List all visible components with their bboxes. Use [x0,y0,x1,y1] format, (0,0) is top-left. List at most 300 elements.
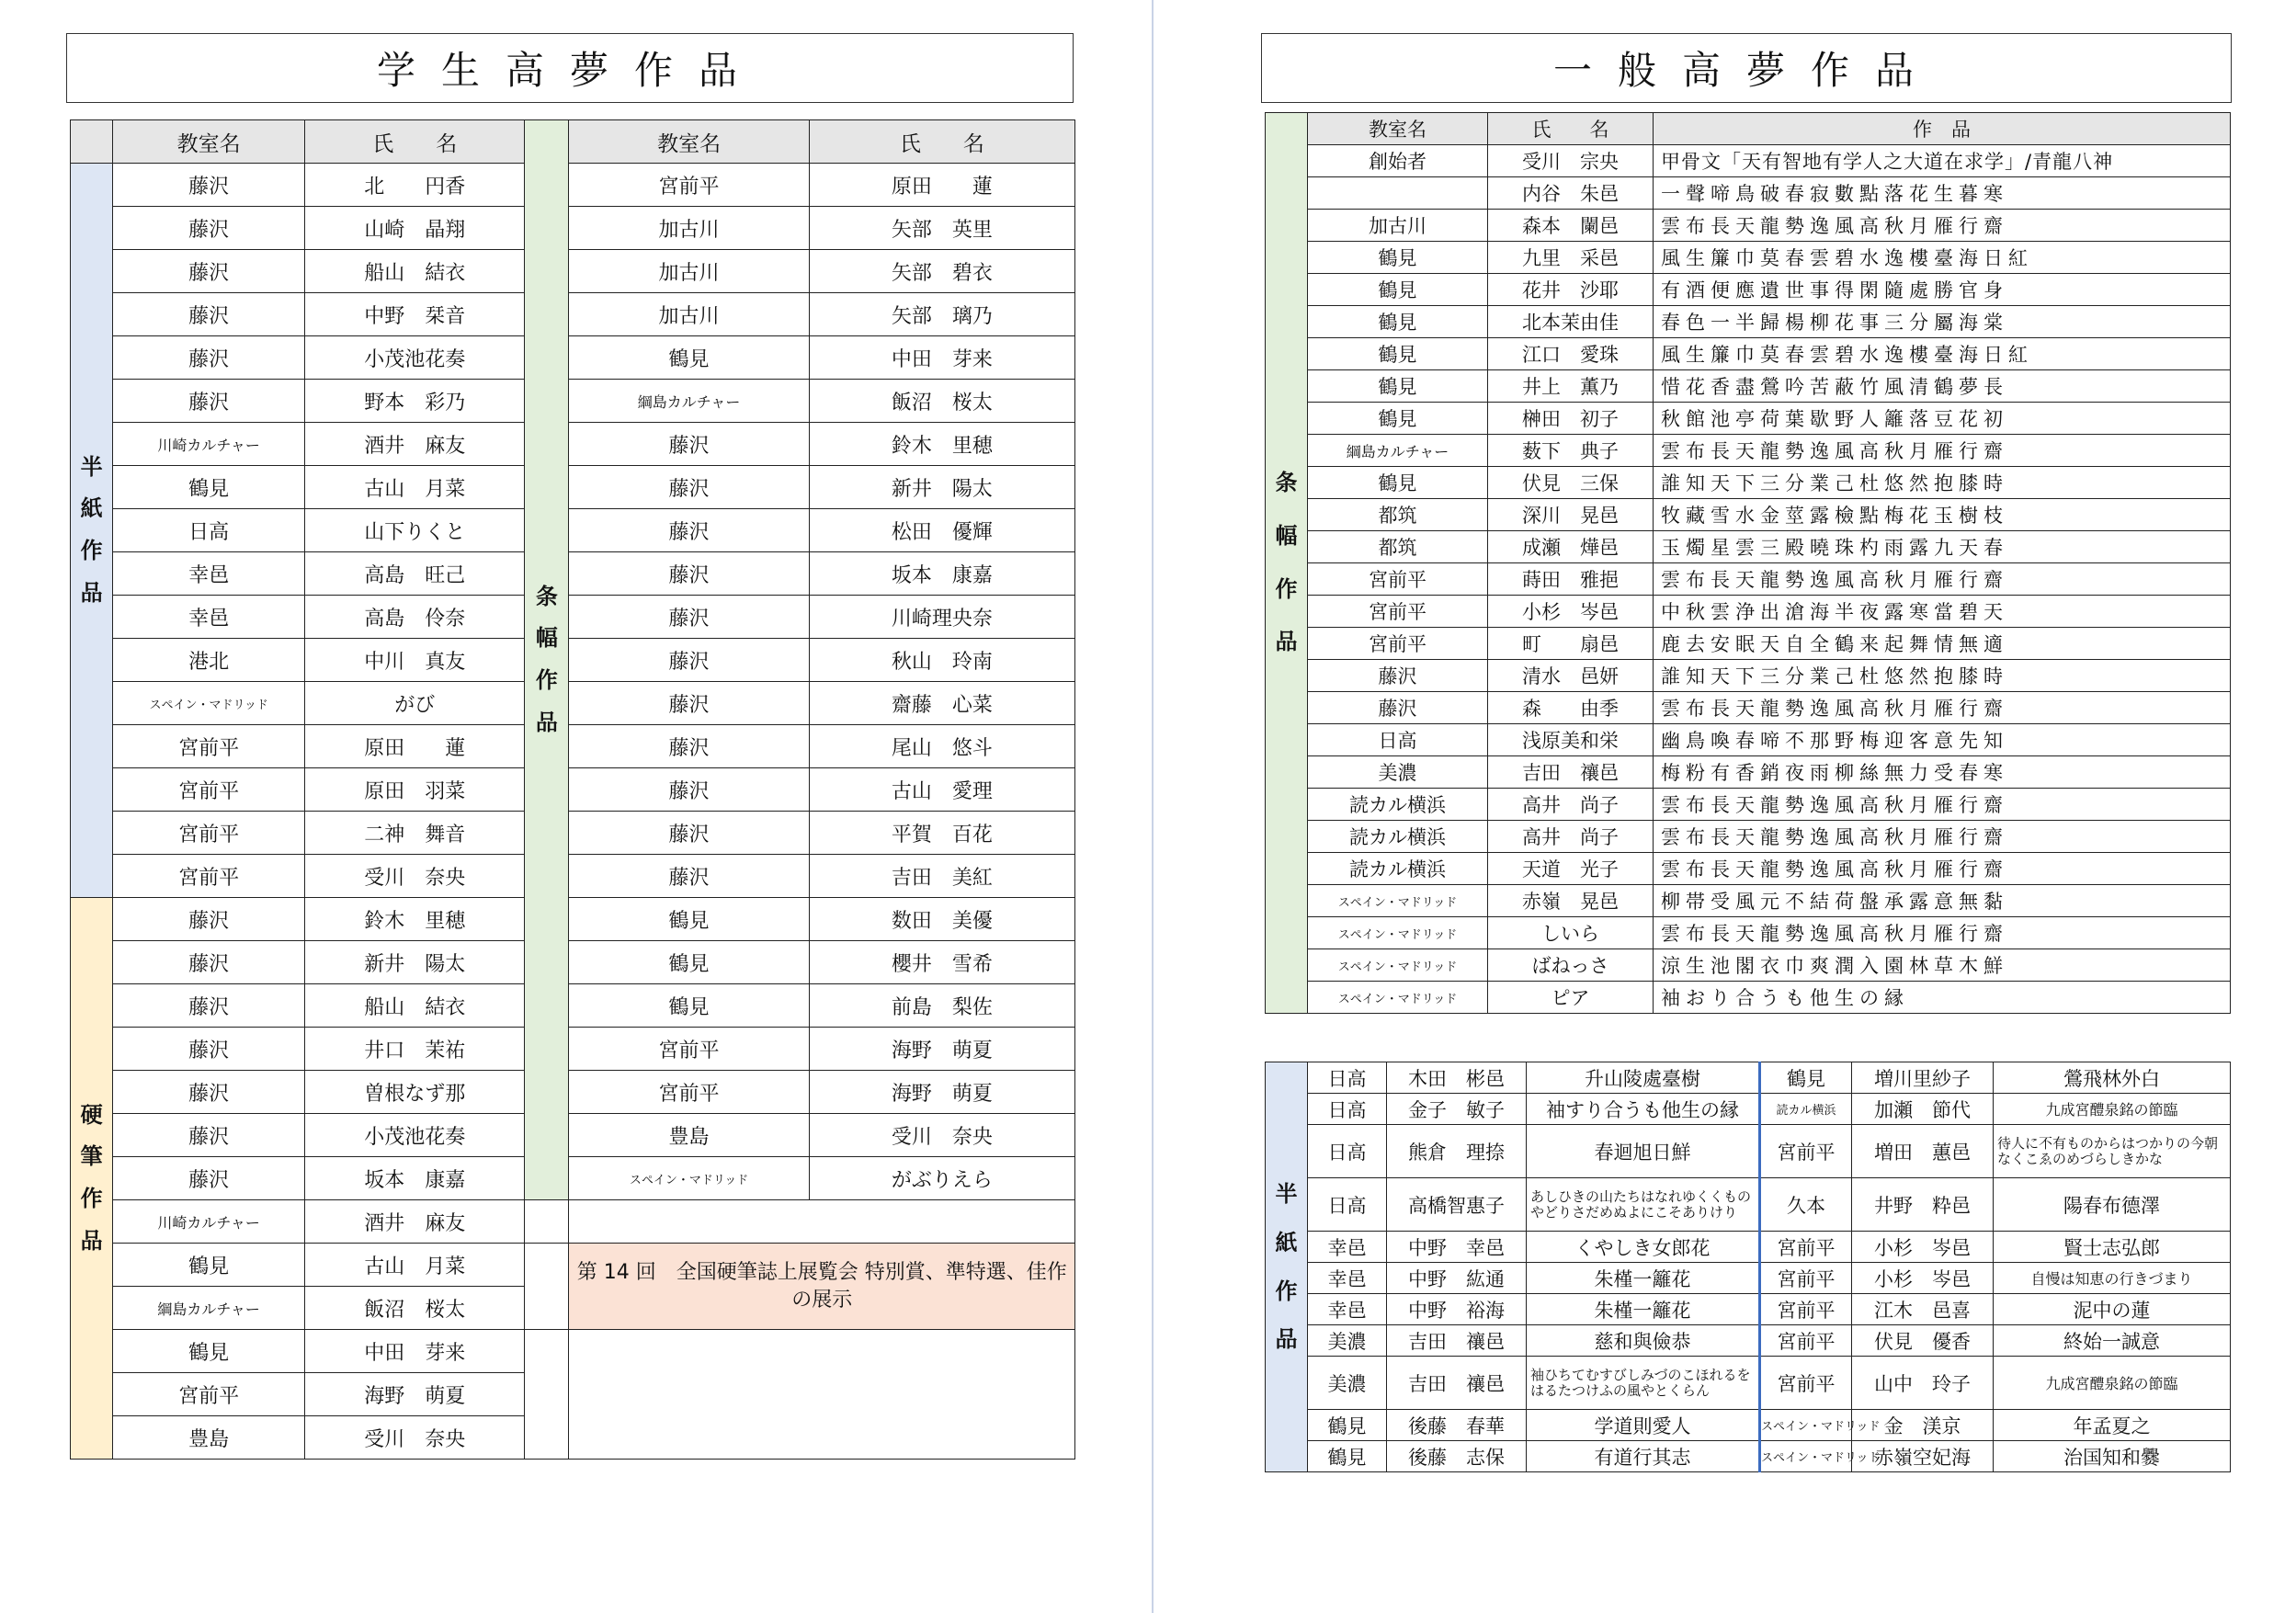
classroom-cell: 藤沢 [113,380,305,423]
work-cell: 雲布長天龍勢逸風高秋月雁行齋 [1654,210,2231,242]
name-cell: 高井 尚子 [1488,821,1654,853]
name-cell: 町 扇邑 [1488,628,1654,660]
name-cell: 小杉 岑邑 [1488,596,1654,628]
name-cell: 古山 月菜 [305,466,525,509]
work-cell: 秋館池亭荷葉歇野人籬落豆花初 [1654,403,2231,435]
name-cell: 赤嶺空妃海 [1852,1441,1994,1472]
general-hanshi-table [1265,1062,2231,1472]
table-row [71,596,1075,639]
name-cell: 井野 粋邑 [1852,1178,1994,1232]
name-cell: 中野 幸邑 [1387,1232,1527,1263]
classroom-cell: 鶴見 [1308,242,1488,274]
header-name: 氏 名 [809,120,1074,164]
table-row [71,898,1075,941]
classroom-cell: スペイン・マドリッド [1308,949,1488,982]
table-row [1266,789,2231,821]
name-cell: 新井 陽太 [809,466,1074,509]
section-jofuku: 条 幅 作 品 [525,120,569,1200]
classroom-cell: 藤沢 [113,941,305,984]
classroom-cell: 日高 [1308,724,1488,756]
classroom-cell: 藤沢 [113,164,305,207]
name-cell: がび [305,682,525,725]
name-cell: 海野 萌夏 [809,1071,1074,1114]
name-cell: 高井 尚子 [1488,789,1654,821]
work-cell: 鹿去安眠天自全鶴来起舞情無適 [1654,628,2231,660]
table-row [1266,338,2231,370]
classroom-cell: 藤沢 [1308,660,1488,692]
name-cell: 高島 伶奈 [305,596,525,639]
table-row [71,1330,1075,1373]
table-row [1266,1357,2231,1410]
classroom-cell: 読カル横浜 [1308,821,1488,853]
classroom-cell: 藤沢 [113,1157,305,1200]
classroom-cell: 鶴見 [1308,1441,1387,1472]
classroom-cell: 藤沢 [569,509,809,552]
name-cell: 原田 蓮 [305,725,525,768]
classroom-cell: 鶴見 [1308,338,1488,370]
name-cell: 江木 邑喜 [1852,1294,1994,1325]
table-row [71,509,1075,552]
table-row [71,1028,1075,1071]
classroom-cell: 藤沢 [569,682,809,725]
table-row [1266,756,2231,789]
name-cell: 高島 旺己 [305,552,525,596]
header-classroom: 教室名 [1308,113,1488,145]
header-work: 作 品 [1654,113,2231,145]
table-row [1266,1062,2231,1094]
classroom-cell: 宮前平 [113,1373,305,1416]
work-cell: 有道行其志 [1527,1441,1760,1472]
table-row [1266,113,2231,145]
table-row [1266,531,2231,563]
empty-cell [525,1244,569,1330]
classroom-cell: 宮前平 [113,812,305,855]
name-cell: 吉田 禳邑 [1488,756,1654,789]
table-row [71,1244,1075,1287]
name-cell: 榊田 初子 [1488,403,1654,435]
header-classroom: 教室名 [569,120,809,164]
classroom-cell: スペイン・マドリッド [1760,1410,1852,1441]
name-cell: 原田 羽菜 [305,768,525,812]
name-cell: 中田 芽来 [809,336,1074,380]
name-cell: 古山 愛理 [809,768,1074,812]
classroom-cell: 鶴見 [1308,467,1488,499]
classroom-cell: 藤沢 [569,596,809,639]
classroom-cell: 美濃 [1308,756,1488,789]
classroom-cell: 幸邑 [1308,1232,1387,1263]
work-cell: 春迴旭日鮮 [1527,1125,1760,1178]
classroom-cell: 美濃 [1308,1325,1387,1357]
classroom-cell: スペイン・マドリッド [1760,1441,1852,1472]
work-cell: 牧藏雪水金莖露檢點梅花玉樹枝 [1654,499,2231,531]
name-cell: 新井 陽太 [305,941,525,984]
name-cell: ピア [1488,982,1654,1014]
classroom-cell: 宮前平 [1760,1125,1852,1178]
classroom-cell: 宮前平 [113,725,305,768]
classroom-cell: 鶴見 [1308,370,1488,403]
table-row [71,941,1075,984]
table-row [71,250,1075,293]
work-cell: 風生簾巾莫春雲碧水逸樓臺海日紅 [1654,338,2231,370]
work-cell: 甲骨文「天有智地有学人之大道在求学」/青龍八神 [1654,145,2231,177]
name-cell: 森 由季 [1488,692,1654,724]
table-row [1266,692,2231,724]
name-cell: 受川 奈央 [305,855,525,898]
classroom-cell: 藤沢 [113,898,305,941]
work-cell: 玉燭星雲三殿曉珠杓雨露九天春 [1654,531,2231,563]
work-cell: 一聲啼鳥破春寂數點落花生暮寒 [1654,177,2231,210]
table-row [1266,435,2231,467]
name-cell: 海野 萌夏 [305,1373,525,1416]
name-cell: 野本 彩乃 [305,380,525,423]
work-cell: 升山陵處臺樹 [1527,1062,1760,1094]
name-cell: 吉田 禳邑 [1387,1325,1527,1357]
work-cell: 慈和與儉恭 [1527,1325,1760,1357]
classroom-cell [1308,177,1488,210]
table-row [1266,370,2231,403]
classroom-cell: 宮前平 [1760,1263,1852,1294]
name-cell: 前島 梨佐 [809,984,1074,1028]
name-cell: 中野 栞音 [305,293,525,336]
name-cell: 小茂池花奏 [305,336,525,380]
name-cell: 蒔田 雅挹 [1488,563,1654,596]
table-row [1266,467,2231,499]
classroom-cell: 幸邑 [1308,1294,1387,1325]
classroom-cell: 鶴見 [1760,1062,1852,1094]
name-cell: 山下りくと [305,509,525,552]
work-cell: 学道則愛人 [1527,1410,1760,1441]
empty-cell [525,1200,569,1244]
classroom-cell: 藤沢 [113,336,305,380]
name-cell: 古山 月菜 [305,1244,525,1287]
classroom-cell: スペイン・マドリッド [1308,917,1488,949]
classroom-cell: 読カル横浜 [1308,853,1488,885]
work-cell: 雲布長天龍勢逸風高秋月雁行齋 [1654,853,2231,885]
table-row [1266,596,2231,628]
classroom-cell: 宮前平 [1308,628,1488,660]
empty-cell [569,1330,1075,1460]
classroom-cell: 鶴見 [569,336,809,380]
name-cell: 江口 愛珠 [1488,338,1654,370]
classroom-cell: 加古川 [1308,210,1488,242]
table-row [1266,499,2231,531]
classroom-cell: 藤沢 [569,466,809,509]
classroom-cell: 加古川 [569,250,809,293]
name-cell: 川崎理央奈 [809,596,1074,639]
classroom-cell: 川崎カルチャー [113,1200,305,1244]
work-cell: 柳帯受風元不結荷盤承露意無黏 [1654,885,2231,917]
classroom-cell: 読カル横浜 [1308,789,1488,821]
name-cell: 矢部 英里 [809,207,1074,250]
table-row [1266,1263,2231,1294]
classroom-cell: 鶴見 [1308,1410,1387,1441]
section-hanshi: 半 紙 作 品 [71,164,113,898]
work-cell: あしひきの山たちはなれゆくくものやどりさだめぬよにこそありけり [1527,1178,1760,1232]
name-cell: 北 円香 [305,164,525,207]
table-row [1266,982,2231,1014]
table-row [1266,145,2231,177]
work-cell: 陽春布德澤 [1994,1178,2231,1232]
classroom-cell: 鶴見 [569,984,809,1028]
classroom-cell: 藤沢 [113,1114,305,1157]
page-divider [1152,0,1154,1613]
table-row [71,380,1075,423]
name-cell: 中野 裕海 [1387,1294,1527,1325]
name-cell: 井上 薫乃 [1488,370,1654,403]
table-row [71,1200,1075,1244]
name-cell: 坂本 康嘉 [809,552,1074,596]
classroom-cell: 綱島カルチャー [1308,435,1488,467]
name-cell: 加瀬 節代 [1852,1094,1994,1125]
work-cell: 有酒便應遺世事得閑隨處勝官身 [1654,274,2231,306]
name-cell: 山中 玲子 [1852,1357,1994,1410]
classroom-cell: 都筑 [1308,499,1488,531]
table-row [71,812,1075,855]
table-row [1266,274,2231,306]
work-cell: 朱槿一籬花 [1527,1263,1760,1294]
classroom-cell: 綱島カルチャー [113,1287,305,1330]
name-cell: 増川里紗子 [1852,1062,1994,1094]
name-cell: 伏見 優香 [1852,1325,1994,1357]
section-kohitsu: 硬 筆 作 品 [71,898,113,1460]
empty-cell [525,1330,569,1460]
work-cell: 袖すり合うも他生の縁 [1527,1094,1760,1125]
classroom-cell: 鶴見 [1308,306,1488,338]
table-row [71,423,1075,466]
work-cell: 待人に不有ものからはつかりの今朝なくこゑのめづらしきかな [1994,1125,2231,1178]
name-cell: しいら [1488,917,1654,949]
name-cell: 増田 蕙邑 [1852,1125,1994,1178]
name-cell: 花井 沙耶 [1488,274,1654,306]
work-cell: 袖おり合うも他生の縁 [1654,982,2231,1014]
table-row [71,725,1075,768]
classroom-cell: スペイン・マドリッド [113,682,305,725]
table-row [1266,210,2231,242]
table-row [71,682,1075,725]
work-cell: 涼生池閣衣巾爽潤入園林草木鮮 [1654,949,2231,982]
name-cell: 秋山 玲南 [809,639,1074,682]
name-cell: 鈴木 里穂 [809,423,1074,466]
classroom-cell: 幸邑 [113,596,305,639]
table-row [1266,1294,2231,1325]
table-row [1266,1094,2231,1125]
table-row [71,1157,1075,1200]
section-hanshi: 半 紙 作 品 [1266,1062,1308,1472]
name-cell: 飯沼 桜太 [305,1287,525,1330]
classroom-cell: 港北 [113,639,305,682]
name-cell: 中野 紘通 [1387,1263,1527,1294]
name-cell: 九里 采邑 [1488,242,1654,274]
work-cell: 幽鳥喚春啼不那野梅迎客意先知 [1654,724,2231,756]
classroom-cell: 藤沢 [113,250,305,293]
classroom-cell: 美濃 [1308,1357,1387,1410]
table-row [1266,1125,2231,1178]
student-works-table [70,119,1075,1460]
name-cell: 櫻井 雪希 [809,941,1074,984]
name-cell: 松田 優輝 [809,509,1074,552]
table-row [1266,949,2231,982]
general-jofuku-table [1265,112,2231,1014]
name-cell: 森本 闌邑 [1488,210,1654,242]
name-cell: 熊倉 理捺 [1387,1125,1527,1178]
classroom-cell: 創始者 [1308,145,1488,177]
name-cell: 受川 宗央 [1488,145,1654,177]
work-cell: 雲布長天龍勢逸風高秋月雁行齋 [1654,692,2231,724]
section-jofuku: 条 幅 作 品 [1266,113,1308,1014]
table-row [1266,660,2231,692]
name-cell: 後藤 春華 [1387,1410,1527,1441]
name-cell: 伏見 三保 [1488,467,1654,499]
name-cell: 矢部 碧衣 [809,250,1074,293]
name-cell: 海野 萌夏 [809,1028,1074,1071]
work-cell: 惜花香盡鶯吟苦蔽竹風清鶴夢長 [1654,370,2231,403]
name-cell: 船山 結衣 [305,250,525,293]
classroom-cell: 宮前平 [1760,1232,1852,1263]
empty-cell [569,1200,1075,1244]
work-cell: 賢士志弘郎 [1994,1232,2231,1263]
classroom-cell: 鶴見 [113,1244,305,1287]
work-cell: 誰知天下三分業己杜悠然抱膝時 [1654,467,2231,499]
name-cell: 数田 美優 [809,898,1074,941]
name-cell: 船山 結衣 [305,984,525,1028]
table-row [1266,306,2231,338]
name-cell: 金子 敏子 [1387,1094,1527,1125]
classroom-cell: スペイン・マドリッド [1308,982,1488,1014]
general-title: 一般高夢作品 [1261,33,2232,103]
name-cell: 齋藤 心菜 [809,682,1074,725]
classroom-cell: 藤沢 [569,552,809,596]
table-row [71,207,1075,250]
name-cell: 受川 奈央 [809,1114,1074,1157]
work-cell: くやしき女郎花 [1527,1232,1760,1263]
work-cell: 九成宮醴泉銘の節臨 [1994,1357,2231,1410]
classroom-cell: 藤沢 [569,768,809,812]
classroom-cell: 鶴見 [113,466,305,509]
name-cell: 内谷 朱邑 [1488,177,1654,210]
table-row [1266,885,2231,917]
name-cell: 酒井 麻友 [305,423,525,466]
classroom-cell: 藤沢 [1308,692,1488,724]
classroom-cell: 宮前平 [113,855,305,898]
student-title: 学生高夢作品 [66,33,1074,103]
header-name: 氏 名 [305,120,525,164]
name-cell: 井口 茉祐 [305,1028,525,1071]
name-cell: 成瀬 燁邑 [1488,531,1654,563]
name-cell: がぶりえら [809,1157,1074,1200]
table-row [1266,1410,2231,1441]
table-row [71,768,1075,812]
classroom-cell: 鶴見 [113,1330,305,1373]
table-row [1266,242,2231,274]
classroom-cell: 藤沢 [569,423,809,466]
work-cell: 治国知和爨 [1994,1441,2231,1472]
name-cell: 曽根なず那 [305,1071,525,1114]
classroom-cell: 宮前平 [113,768,305,812]
name-cell: 中川 真友 [305,639,525,682]
table-row [71,293,1075,336]
classroom-cell: 鶴見 [1308,274,1488,306]
work-cell: 春色一半歸楊柳花事三分屬海棠 [1654,306,2231,338]
classroom-cell: 日高 [113,509,305,552]
classroom-cell: 藤沢 [113,1071,305,1114]
classroom-cell: 日高 [1308,1178,1387,1232]
classroom-cell: 藤沢 [569,855,809,898]
classroom-cell: 日高 [1308,1125,1387,1178]
classroom-cell: 藤沢 [113,207,305,250]
name-cell: 高橋智惠子 [1387,1178,1527,1232]
work-cell: 終始一誠意 [1994,1325,2231,1357]
work-cell: 朱槿一籬花 [1527,1294,1760,1325]
name-cell: 受川 奈央 [305,1416,525,1460]
work-cell: 雲布長天龍勢逸風高秋月雁行齋 [1654,563,2231,596]
name-cell: 小茂池花奏 [305,1114,525,1157]
name-cell: 二神 舞音 [305,812,525,855]
classroom-cell: 藤沢 [113,984,305,1028]
name-cell: 薮下 典子 [1488,435,1654,467]
classroom-cell: 日高 [1308,1062,1387,1094]
classroom-cell: 都筑 [1308,531,1488,563]
table-row [1266,853,2231,885]
classroom-cell: 川崎カルチャー [113,423,305,466]
work-cell: 梅粉有香銷夜雨柳絲無力受春寒 [1654,756,2231,789]
name-cell: 天道 光子 [1488,853,1654,885]
classroom-cell: 加古川 [569,293,809,336]
classroom-cell: スペイン・マドリッド [569,1157,809,1200]
classroom-cell: 幸邑 [1308,1263,1387,1294]
classroom-cell: 久本 [1760,1178,1852,1232]
name-cell: 平賀 百花 [809,812,1074,855]
classroom-cell: 日高 [1308,1094,1387,1125]
name-cell: 浅原美和栄 [1488,724,1654,756]
classroom-cell: 藤沢 [113,293,305,336]
name-cell: 後藤 志保 [1387,1441,1527,1472]
table-row [1266,917,2231,949]
name-cell: 山崎 晶翔 [305,207,525,250]
table-row [71,120,1075,164]
work-cell: 九成宮醴泉銘の節臨 [1994,1094,2231,1125]
classroom-cell: 藤沢 [569,725,809,768]
table-row [1266,821,2231,853]
classroom-cell: 鶴見 [569,898,809,941]
classroom-cell: 藤沢 [569,812,809,855]
classroom-cell: 宮前平 [569,1028,809,1071]
name-cell: 金 渼京 [1852,1410,1994,1441]
table-row [71,552,1075,596]
classroom-cell: 宮前平 [1760,1294,1852,1325]
work-cell: 鶯飛林外白 [1994,1062,2231,1094]
classroom-cell: 鶴見 [569,941,809,984]
name-cell: 吉田 禳邑 [1387,1357,1527,1410]
table-row [1266,1178,2231,1232]
classroom-cell: 藤沢 [113,1028,305,1071]
table-row [1266,628,2231,660]
work-cell: 自慢は知恵の行きづまり [1994,1263,2231,1294]
classroom-cell: 綱島カルチャー [569,380,809,423]
name-cell: 赤嶺 晃邑 [1488,885,1654,917]
name-cell: 飯沼 桜太 [809,380,1074,423]
table-row [1266,403,2231,435]
header-spacer [71,120,113,164]
work-cell: 泥中の蓮 [1994,1294,2231,1325]
classroom-cell: スペイン・マドリッド [1308,885,1488,917]
notice-box: 第 14 回 全国硬筆誌上展覧会 特別賞、準特選、佳作の展示 [569,1244,1075,1330]
table-row [1266,563,2231,596]
table-row [71,1071,1075,1114]
work-cell: 袖ひちてむすびしみづのこほれるをはるたつけふの風やとくらん [1527,1357,1760,1410]
classroom-cell: 宮前平 [1308,563,1488,596]
work-cell: 雲布長天龍勢逸風高秋月雁行齋 [1654,917,2231,949]
work-cell: 風生簾巾莫春雲碧水逸樓臺海日紅 [1654,242,2231,274]
